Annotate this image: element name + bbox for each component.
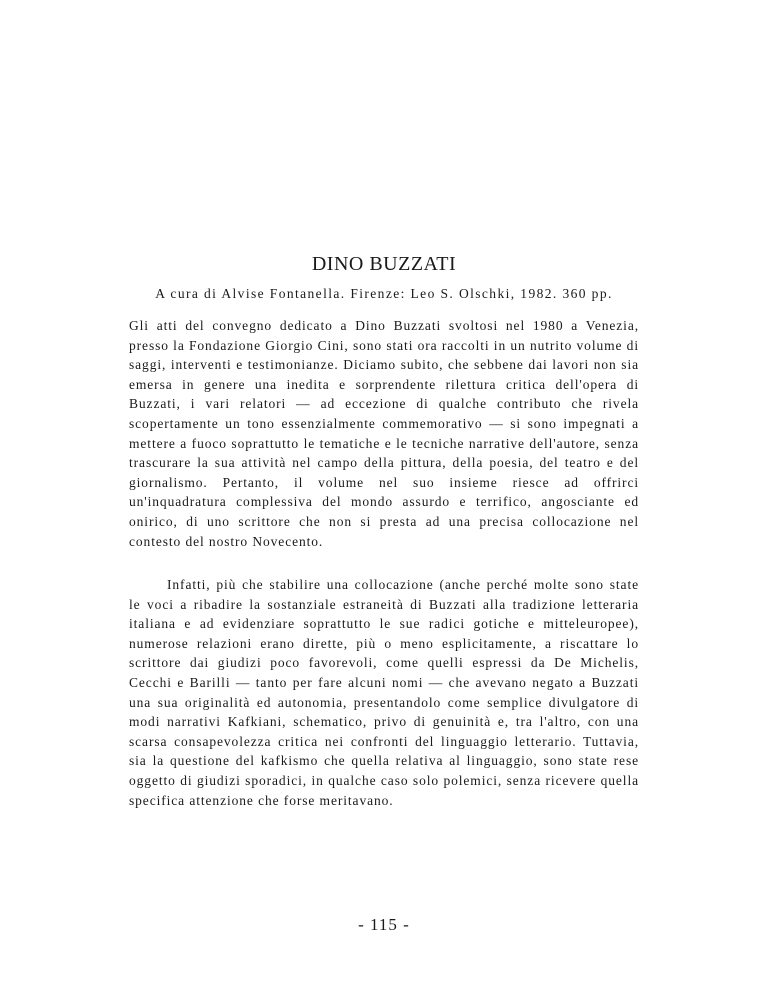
paragraph-2: Infatti, più che stabilire una collocazione (anche perché molte sono state le voci a ribadire la sostanziale estraneità di Buzzati alla tradizione letteraria italiana e ad evidenziare soprattutto le sue radici gotiche e mitteleuropee), numerose relazioni erano dirette, più o meno esplicitamente, a riscattare lo scrittore dai giudizi poco favorevoli, come quelli espressi da De Michelis, Cecchi e Barilli — tanto per fare alcuni nomi — che avevano negato a Buzzati una sua originalità ed autonomia, presentandolo come semplice divulgatore di modi narrativi Kafkiani, schematico, privo di genuinità e, tra l'altro, con una scarsa consapevolezza critica nei confronti del linguaggio letterario. Tuttavia, sia la questione del kafkismo che quella relativa al linguaggio, sono state rese oggetto di giudizi sporadici, in qualche caso solo polemici, senza ricevere quella specifica attenzione che forse meritavano.	[129, 577, 639, 808]
book-citation: A cura di Alvise Fontanella. Firenze: Leo S. Olschki, 1982. 360 pp.	[155, 286, 613, 301]
page-number: - 115 -	[358, 915, 410, 934]
paragraph-1: Gli atti del convegno dedicato a Dino Buzzati svoltosi nel 1980 a Venezia, presso la Fondazione Giorgio Cini, sono stati ora raccolti in un nutrito volume di saggi, interventi e testimonianze. Diciamo subito, che sebbene dai lavori non sia emersa in genere una inedita e sorprendente rilettura critica dell'opera di Buzzati, i vari relatori — ad eccezione di qualche contributo che rivela scopertamente un tono essenzialmente commemorativo — si sono impegnati a mettere a fuoco soprattutto le tematiche e le tecniche narrative dell'autore, senza trascurare la sua attività nel campo della pittura, della poesia, del teatro e del giornalismo. Pertanto, il volume nel suo insieme riesce ad offrirci un'inquadratura complessiva del mondo assurdo e terrifico, angosciante ed onirico, di uno scrittore che non si presta ad una precisa collocazione nel contesto del nostro Novecento.	[129, 318, 639, 549]
review-title: DINO BUZZATI	[311, 253, 457, 275]
